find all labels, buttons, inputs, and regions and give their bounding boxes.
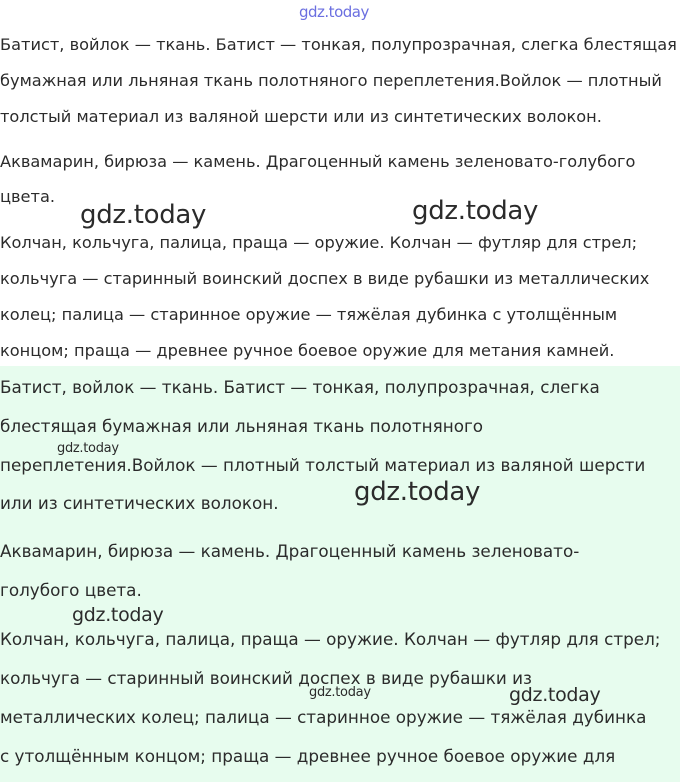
- watermark: gdz.today: [309, 685, 371, 700]
- text-line: кольчуга — старинный воинский доспех в виде рубашки из: [0, 668, 532, 688]
- text-line: Аквамарин, бирюза — камень. Драгоценный камень зеленовато-голубого: [0, 152, 636, 171]
- text-line: Колчан, кольчуга, палица, праща — оружие. Колчан — футляр для стрел;: [0, 233, 638, 252]
- watermark: gdz.today: [412, 196, 539, 226]
- text-line: Колчан, кольчуга, палица, праща — оружие. Колчан — футляр для стрел;: [0, 629, 661, 649]
- text-line: или из синтетических волокон.: [0, 493, 279, 513]
- text-line: блестящая бумажная или льняная ткань полотняного: [0, 416, 484, 436]
- text-line: кольчуга — старинный воинский доспех в виде рубашки из металлических: [0, 269, 650, 288]
- watermark: gdz.today: [80, 200, 207, 230]
- text-line: переплетения.Войлок — плотный толстый материал из валяной шерсти: [0, 455, 646, 475]
- watermark: gdz.today: [72, 604, 164, 626]
- text-line: колец; палица — старинное оружие — тяжёлая дубинка с утолщённым: [0, 305, 618, 324]
- text-line: толстый материал из валяной шерсти или из синтетических волокон.: [0, 107, 602, 126]
- text-line: с утолщённым концом; праща — древнее ручное боевое оружие для: [0, 746, 616, 766]
- text-line: Батист, войлок — ткань. Батист — тонкая, полупрозрачная, слегка: [0, 377, 600, 397]
- watermark: gdz.today: [354, 477, 481, 507]
- text-line: бумажная или льняная ткань полотняного переплетения.Войлок — плотный: [0, 71, 662, 90]
- text-line: концом; праща — древнее ручное боевое оружие для метания камней.: [0, 341, 615, 360]
- text-line: Батист, войлок — ткань. Батист — тонкая, полупрозрачная, слегка блестящая: [0, 35, 677, 54]
- text-line: голубого цвета.: [0, 580, 142, 600]
- text-line: металлических колец; палица — старинное оружие — тяжёлая дубинка: [0, 707, 647, 727]
- text-line: Аквамарин, бирюза — камень. Драгоценный камень зеленовато-: [0, 541, 580, 561]
- highlighted-answer-block: [0, 366, 680, 782]
- site-watermark: gdz.today: [299, 3, 369, 21]
- watermark: gdz.today: [509, 684, 601, 706]
- text-line: цвета.: [0, 187, 56, 206]
- watermark: gdz.today: [57, 441, 119, 456]
